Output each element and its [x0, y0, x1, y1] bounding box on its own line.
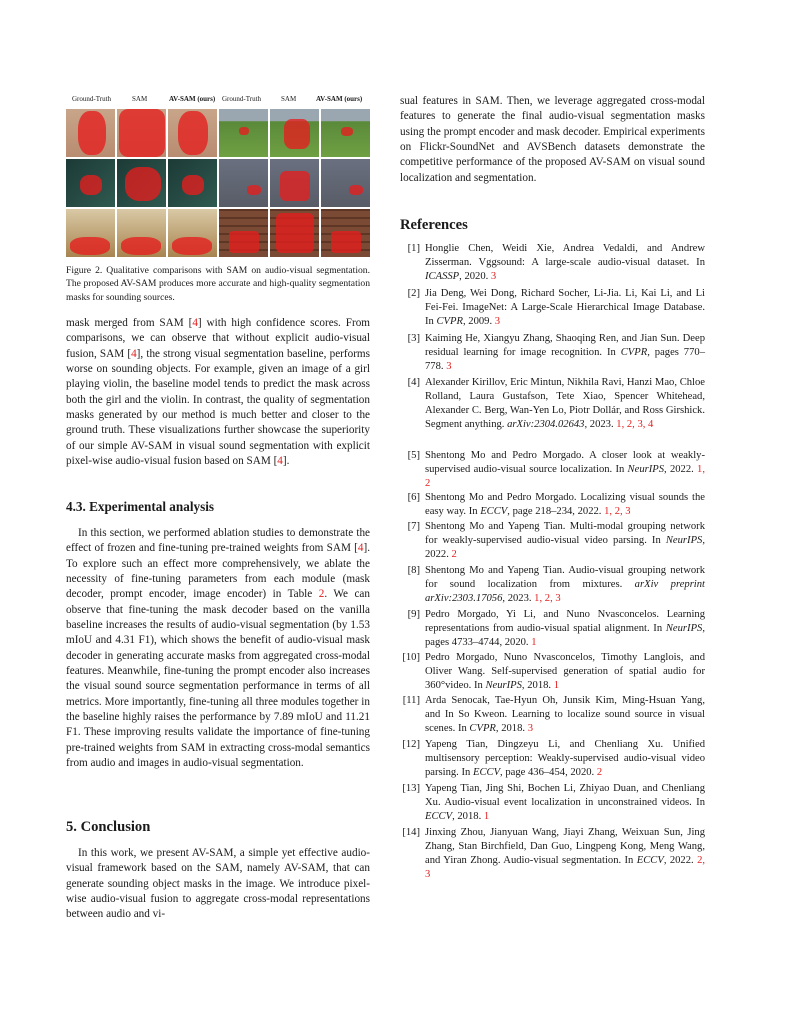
reference-item — [400, 449, 705, 491]
fig-image-r2c1 — [66, 159, 115, 207]
reference-number: [1] — [407, 243, 420, 254]
reference-text: Pedro Morgado, Yi Li, and Nuno Nvasconcelos. Learning representations from audio-visual spatial alignment. In NeurIPS, pages 4733–4744, 2020. 1 — [425, 609, 705, 648]
backref-links[interactable]: 2 — [451, 548, 457, 560]
backref-links[interactable]: 3 — [446, 360, 452, 372]
fig-image-r1c4 — [219, 109, 268, 157]
reference-venue: CVPR — [469, 722, 496, 734]
reference-text: Honglie Chen, Weidi Xie, Andrea Vedaldi, and Andrew Zisserman. Vggsound: A large-scale audio-visual dataset. In ICASSP, 2020. 3 — [425, 243, 705, 282]
section-heading-5: 5. Conclusion — [66, 819, 151, 835]
reference-number: [6] — [407, 492, 420, 503]
reference-item — [400, 738, 705, 780]
reference-number: [7] — [407, 521, 420, 532]
reference-venue: NeurIPS — [627, 463, 665, 475]
reference-text: Shentong Mo and Yapeng Tian. Audio-visual grouping network for sound localization from mixtures. arXiv preprint arXiv:2303.17056, 2023. 1, 2, 3 — [425, 565, 705, 604]
backref-links[interactable]: 1 — [553, 679, 559, 691]
backref-links[interactable]: 1, 2 — [425, 463, 705, 489]
fig-image-r2c2 — [117, 159, 166, 207]
reference-venue: arXiv:2304.02643 — [507, 418, 585, 430]
reference-venue: NeurIPS — [665, 534, 703, 546]
reference-venue: NeurIPS — [665, 622, 703, 634]
col-header-avsam-1: AV-SAM (ours) — [169, 95, 216, 103]
reference-number: [5] — [407, 450, 420, 461]
reference-item — [400, 376, 705, 432]
reference-number: [12] — [402, 739, 420, 750]
reference-text: Jia Deng, Wei Dong, Richard Socher, Li-Jia. Li, Kai Li, and Li Fei-Fei. ImageNet: A Large-Scale Hierarchical Image Database. In CVPR, 2009. 3 — [425, 288, 705, 327]
reference-item — [400, 520, 705, 562]
reference-text: Yapeng Tian, Jing Shi, Bochen Li, Zhiyao Duan, and Chenliang Xu. Audio-visual event localization in unconstrained videos. In ECCV, 2018. 1 — [425, 783, 705, 822]
reference-number: [13] — [402, 783, 420, 794]
fig-image-r2c6 — [321, 159, 370, 207]
reference-venue: ICASSP — [425, 270, 460, 282]
reference-item — [400, 608, 705, 650]
reference-item — [400, 651, 705, 693]
fig-image-r2c4 — [219, 159, 268, 207]
reference-item — [400, 564, 705, 606]
reference-text: Shentong Mo and Yapeng Tian. Multi-modal grouping network for weakly-supervised audio-visual video parsing. In NeurIPS, 2022. 2 — [425, 521, 705, 560]
reference-number: [3] — [407, 333, 420, 344]
backref-links[interactable]: 3 — [490, 270, 497, 282]
reference-number: [9] — [407, 609, 420, 620]
fig-image-r2c3 — [168, 159, 217, 207]
fig-image-r3c6 — [321, 209, 370, 257]
reference-item — [400, 491, 705, 519]
fig-image-r1c3 — [168, 109, 217, 157]
reference-text: Jinxing Zhou, Jianyuan Wang, Jiayi Zhang, Weixuan Sun, Jing Zhang, Stan Birchfield, Dan Guo, Lingpeng Kong, Meng Wang, and Yiran Zhong. Audio-visual segmentation. In ECCV, 2022. 2, 3 — [425, 827, 706, 880]
col-header-ground-truth-1: Ground-Truth — [72, 95, 112, 103]
figure-caption: Figure 2. Qualitative comparisons with SAM on audio-visual segmentation. The proposed AV-SAM produces more accurate and high-quality segmentation masks for sounding sources. — [66, 265, 370, 303]
reference-venue: ECCV — [425, 810, 453, 822]
citation-link[interactable]: 4 — [131, 347, 137, 360]
reference-number: [14] — [402, 827, 420, 838]
fig-image-r1c1 — [66, 109, 115, 157]
backref-links[interactable]: 2, 3 — [425, 854, 706, 880]
col-header-sam-2: SAM — [281, 95, 297, 103]
reference-text: Pedro Morgado, Nuno Nvasconcelos, Timothy Langlois, and Oliver Wang. Self-supervised generation of spatial audio for 360°video. In NeurIPS, 2018. 1 — [425, 652, 705, 691]
reference-venue: CVPR — [620, 346, 648, 358]
col-header-ground-truth-2: Ground-Truth — [222, 95, 262, 103]
backref-links[interactable]: 1 — [483, 810, 490, 822]
citation-link[interactable]: 4 — [192, 317, 198, 329]
backref-links[interactable]: 2 — [596, 766, 603, 778]
fig-image-r1c2 — [117, 109, 166, 157]
reference-item — [400, 782, 705, 824]
table-link[interactable]: 2 — [318, 588, 325, 601]
reference-venue: ECCV — [480, 505, 508, 517]
figure-column-headers — [66, 95, 370, 109]
reference-text: Alexander Kirillov, Eric Mintun, Nikhila Ravi, Hanzi Mao, Chloe Rolland, Laura Gustafson, Tete Xiao, Spencer Whitehead, Alexander C. Berg, Wan-Yen Lo, Piotr Dollár, and Ross Girshick. Segment anything. arXiv:2304.02643, 2023. 1, 2, 3, 4 — [425, 377, 705, 430]
col-header-avsam-2: AV-SAM (ours) — [316, 95, 363, 103]
reference-text: Arda Senocak, Tae-Hyun Oh, Junsik Kim, Ming-Hsuan Yang, and In So Kweon. Learning to localize sound source in visual scenes. In CVPR, 2018. 3 — [425, 695, 705, 734]
fig-image-r3c2 — [117, 209, 166, 257]
fig-image-r2c5 — [270, 159, 319, 207]
reference-number: [11] — [402, 695, 420, 706]
figure-2 — [66, 95, 370, 109]
reference-item — [400, 694, 705, 736]
fig-image-r3c3 — [168, 209, 217, 257]
fig-image-r3c5 — [270, 209, 319, 257]
citation-link[interactable]: 4 — [277, 455, 283, 468]
left-paragraph-1: mask merged from SAM [4] with high confidence scores. From comparisons, we can observe that without explicit audio-visual fusion, SAM [4], the strong visual segmentation baseline, performs worse on sounding objects. For example, given an image of a girl playing violin, the baseline model tends to predict the mask across both the girl and the violin. In contrast, the quality of segmentation masks generated by our method is much better and closer to the ground truth. These visualizations further showcase the superiority of our simple AV-SAM in visual sound segmentation with explicit pixel-wise audio-visual fusion based on SAM [4]. — [66, 317, 371, 468]
reference-item — [400, 287, 705, 329]
reference-number: [2] — [407, 288, 420, 299]
left-paragraph-2: In this section, we performed ablation studies to demonstrate the effect of frozen and fine-tuning pre-trained weights from SAM [4]. To explore such an effect more comprehensively, we ablate the necessity of fine-tuning parameters from each module (mask decoder, prompt encoder, image encoder) in Table 2. We can observe that fine-tuning the mask decoder based on the vanilla baseline increases the results of audio-visual segmentation (by 1.53 mIoU and 4.31 F1), which shows the benefit of audio-visual mask decoder in generating accurate masks from aggregated cross-modal features. Meanwhile, fine-tuning the prompt encoder also increases the visual sound source segmentation performance in terms of all metrics. More importantly, fine-tuning all three modules together in the baseline highly raises the performance by 7.89 mIoU and 11.21 F1. These improving results validate the importance of fine-tuning pre-trained weights from SAM in extracting cross-modal semantics from audio and images in audio-visual segmentation. — [66, 527, 370, 770]
reference-item — [400, 242, 705, 284]
backref-links[interactable]: 1, 2, 3 — [604, 505, 631, 517]
backref-links[interactable]: 3 — [527, 722, 533, 734]
reference-text: Kaiming He, Xiangyu Zhang, Shaoqing Ren, and Jian Sun. Deep residual learning for image recognition. In CVPR, pages 770–778. 3 — [425, 333, 705, 372]
fig-image-r3c1 — [66, 209, 115, 257]
fig-image-r3c4 — [219, 209, 268, 257]
section-heading-4-3: 4.3. Experimental analysis — [66, 499, 214, 514]
reference-number: [4] — [407, 377, 420, 388]
reference-venue: NeurIPS — [485, 679, 522, 691]
citation-link[interactable]: 4 — [357, 542, 364, 555]
reference-text: Yapeng Tian, Dingzeyu Li, and Chenliang Xu. Unified multisensory perception: Weakly-supervised audio-visual video parsing. In ECCV, page 436–454, 2020. 2 — [425, 739, 705, 778]
reference-text: Shentong Mo and Pedro Morgado. Localizing visual sounds the easy way. In ECCV, page 218–234, 2022. 1, 2, 3 — [425, 492, 705, 517]
fig-image-r1c5 — [270, 109, 319, 157]
reference-number: [8] — [407, 565, 420, 576]
backref-links[interactable]: 1, 2, 3 — [534, 592, 561, 604]
reference-text: Shentong Mo and Pedro Morgado. A closer look at weakly-supervised audio-visual source localization. In NeurIPS, 2022. 1, 2 — [425, 450, 705, 489]
reference-item — [400, 826, 705, 882]
backref-links[interactable]: 1, 2, 3, 4 — [616, 418, 654, 430]
left-paragraph-3: In this work, we present AV-SAM, a simple yet effective audio-visual framework based on the SAM, namely AV-SAM, that can generate sounding object masks in the image. We introduce pixel-wise audio-visual fusion to aggregate cross-modal representations between audio and vi- — [66, 847, 370, 921]
backref-links[interactable]: 3 — [494, 315, 501, 327]
col-header-sam-1: SAM — [132, 95, 148, 103]
reference-venue: arXiv preprint arXiv:2303.17056 — [425, 578, 705, 604]
reference-number: [10] — [402, 652, 420, 663]
fig-image-r1c6 — [321, 109, 370, 157]
reference-item — [400, 332, 705, 374]
references-heading: References — [400, 217, 468, 233]
reference-venue: CVPR — [436, 315, 463, 327]
backref-links[interactable]: 1 — [531, 636, 537, 648]
reference-venue: ECCV — [636, 854, 664, 866]
right-paragraph-1: sual features in SAM. Then, we leverage aggregated cross-modal features to generate the final audio-visual segmentation masks using the prompt encoder and mask decoder. Empirical experiments on Flickr-SoundNet and AVSBench datasets demonstrate the competitive performance of the proposed AV-SAM on visual sound localization and segmentation. — [400, 95, 705, 184]
reference-venue: ECCV — [472, 766, 501, 778]
